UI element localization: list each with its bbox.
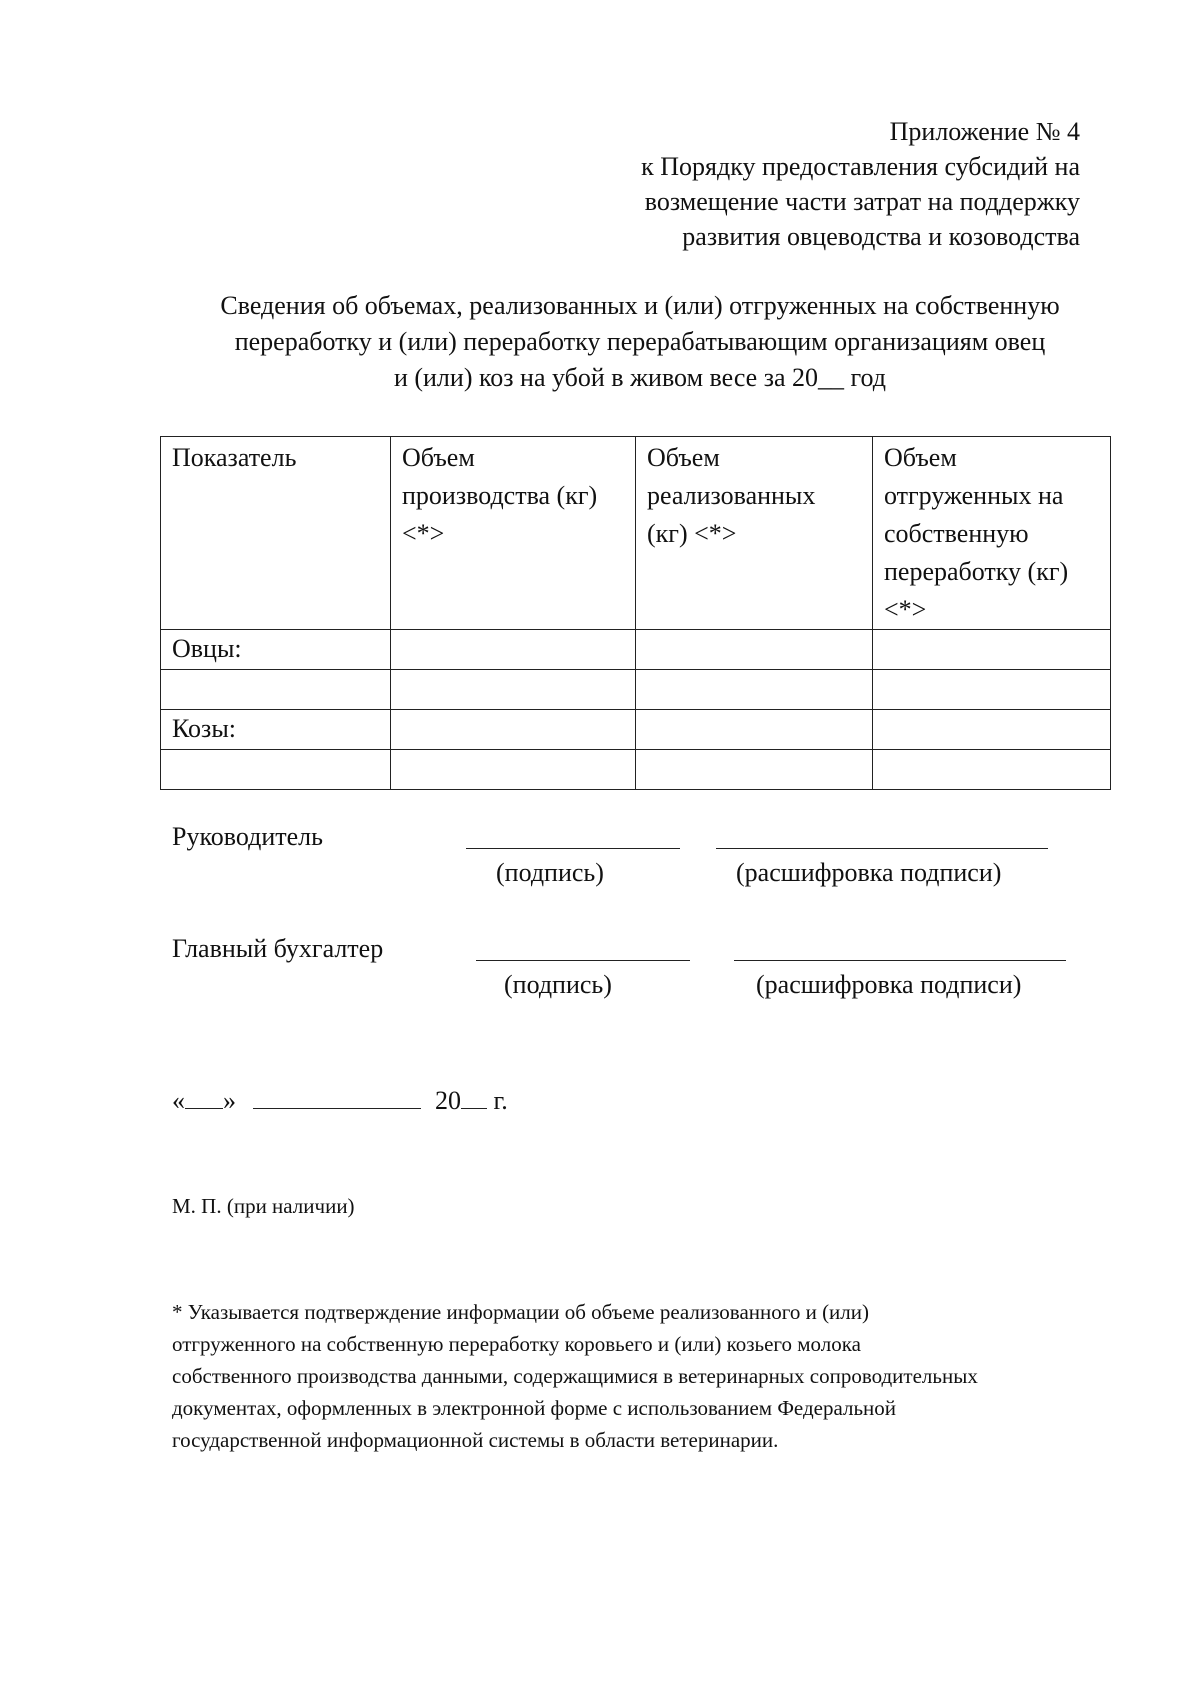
table-cell[interactable]: Овцы: [161,630,391,670]
date-year-prefix: 20 [435,1086,461,1115]
appendix-line: к Порядку предоставления субсидий на [641,152,1080,181]
table-cell[interactable] [636,750,873,790]
header-indicator: Показатель [161,437,391,630]
footnote-line: отгруженного на собственную переработку коровьего и (или) козьего молока [172,1332,861,1356]
head-label: Руководитель [172,822,323,851]
table-cell[interactable] [391,710,636,750]
accountant-label: Главный бухгалтер [172,934,384,963]
footnote-line: государственной информационной системы в области ветеринарии. [172,1428,779,1452]
table-cell[interactable] [391,630,636,670]
table-cell[interactable] [636,710,873,750]
stamp-place: М. П. (при наличии) [172,1194,355,1218]
accountant-signature-line[interactable] [476,960,690,961]
title-line: Сведения об объемах, реализованных и (или) отгруженных на собственную [220,291,1060,320]
table-cell[interactable] [161,670,391,710]
date-month-blank[interactable] [253,1084,421,1109]
table-header-row [161,437,1111,630]
date-day-blank[interactable] [185,1084,223,1109]
table-cell[interactable] [636,670,873,710]
table-row [161,710,1111,750]
title-line: переработку и (или) переработку перерабатывающим организациям овец [234,327,1046,356]
date-year-blank[interactable] [461,1084,487,1109]
volumes-table [160,436,1111,790]
appendix-line: развития овцеводства и козоводства [682,222,1080,251]
table-cell[interactable] [873,710,1111,750]
table-cell[interactable] [391,670,636,710]
header-shipped-volume: Объем отгруженных на собственную переработку (кг) <*> [873,437,1111,630]
table-cell[interactable] [636,630,873,670]
footnote-line: документах, оформленных в электронной форме с использованием Федеральной [172,1396,896,1420]
document-title [160,288,1120,396]
appendix-header [641,114,1080,254]
table-row [161,750,1111,790]
accountant-signature-caption: (подпись) [504,970,612,999]
appendix-line: Приложение № 4 [889,117,1080,146]
title-line: и (или) коз на убой в живом весе за 20__ год [393,363,887,392]
head-signature-caption: (подпись) [496,858,604,887]
accountant-decoding-caption: (расшифровка подписи) [756,970,1022,999]
appendix-line: возмещение части затрат на поддержку [644,187,1080,216]
date-open-quote: « [172,1086,185,1115]
date-line [172,1084,508,1116]
date-close-quote: » [223,1086,236,1115]
footnote [172,1296,1132,1456]
footnote-line: собственного производства данными, содержащимися в ветеринарных сопроводительных [172,1364,978,1388]
header-sold-volume: Объем реализованных (кг) <*> [636,437,873,630]
table-row [161,630,1111,670]
accountant-decoding-line[interactable] [734,960,1066,961]
head-signature-line[interactable] [466,848,680,849]
table-cell[interactable] [873,750,1111,790]
table-cell[interactable] [391,750,636,790]
head-decoding-caption: (расшифровка подписи) [736,858,1002,887]
table-cell[interactable] [161,750,391,790]
date-year-suffix: г. [493,1086,508,1115]
head-decoding-line[interactable] [716,848,1048,849]
table-cell[interactable]: Козы: [161,710,391,750]
table-row [161,670,1111,710]
table-cell[interactable] [873,630,1111,670]
header-production-volume: Объем производства (кг) <*> [391,437,636,630]
table-cell[interactable] [873,670,1111,710]
footnote-line: * Указывается подтверждение информации об объеме реализованного и (или) [172,1300,870,1324]
